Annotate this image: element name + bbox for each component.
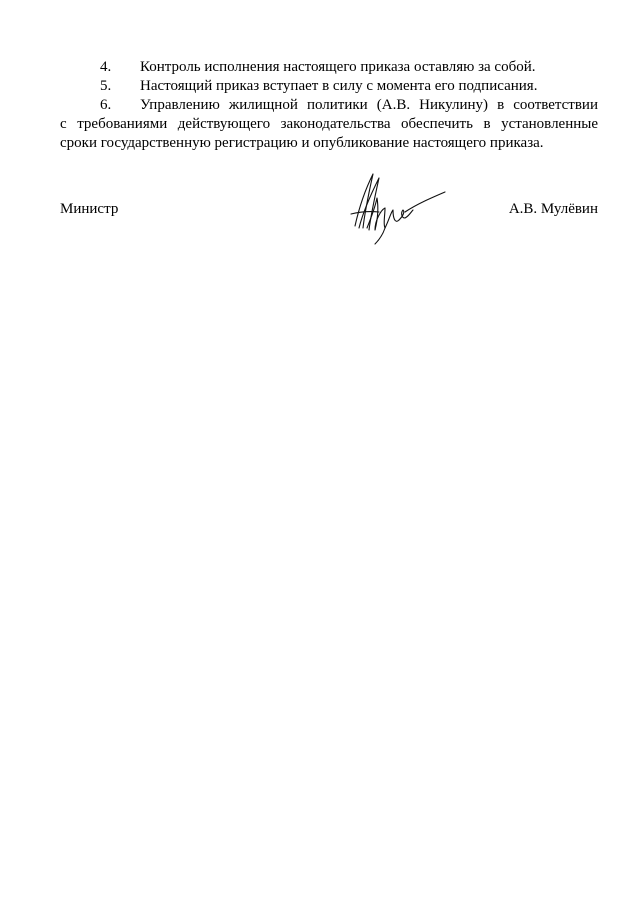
handwritten-signature: [345, 168, 450, 248]
clause-number: 6.: [100, 97, 112, 113]
clause-6-line-2: [60, 115, 598, 134]
clause-5: [60, 77, 598, 96]
clause-number: 4.: [100, 59, 112, 75]
clause-text: Управлению жилищной политики (А.В. Никулину) в соответствии: [140, 97, 598, 113]
clause-6-line-1: [60, 96, 598, 115]
clause-text: Настоящий приказ вступает в силу с момента его подписания.: [140, 78, 538, 94]
clause-number: 5.: [100, 78, 112, 94]
clause-4: [60, 58, 598, 77]
clause-text: с требованиями действующего законодательства обеспечить в установленные: [60, 116, 598, 132]
clause-text: Контроль исполнения настоящего приказа оставляю за собой.: [140, 59, 536, 75]
signatory-role: Министр: [60, 201, 119, 217]
clause-text: сроки государственную регистрацию и опубликование настоящего приказа.: [60, 135, 544, 151]
clause-6-line-3: [60, 134, 544, 153]
signatory-name: А.В. Мулёвин: [508, 201, 598, 217]
